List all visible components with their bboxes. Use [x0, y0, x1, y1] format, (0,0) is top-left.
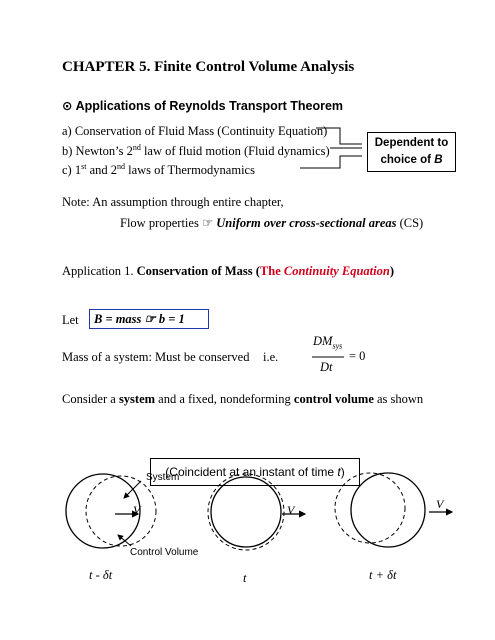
application-1-heading: Application 1. Conservation of Mass (The Continuity Equation): [62, 264, 394, 278]
note-line-2: Flow properties ☞ Uniform over cross-sectional areas (CS): [120, 216, 424, 230]
page-title: CHAPTER 5. Finite Control Volume Analysis: [62, 59, 355, 75]
velocity-label-1: V: [133, 503, 141, 517]
application-a: a) Conservation of Fluid Mass (Continuity Equation): [62, 124, 328, 138]
section-title: Applications of Reynolds Transport Theorem: [75, 99, 344, 113]
let-box: B = mass ☞ b = 1: [89, 309, 209, 329]
dependent-box: Dependent to choice of B: [367, 132, 456, 172]
velocity-label-2: V: [287, 503, 295, 517]
pointing-hand-icon: ☞: [201, 216, 214, 230]
ie-label: i.e.: [263, 350, 279, 364]
note-line-1: Note: An assumption through entire chapter,: [62, 195, 284, 209]
fraction-denominator: Dt: [320, 360, 333, 374]
bullet-icon: ⊙: [62, 99, 73, 113]
time-label-plus: t + δt: [369, 568, 397, 582]
velocity-label-3: V: [436, 497, 444, 511]
mass-statement: Mass of a system: Must be conserved: [62, 350, 250, 364]
coincident-box: (Coincident at an instant of time t): [150, 458, 360, 486]
equals-zero: = 0: [349, 349, 366, 363]
application-b: b) Newton’s 2nd law of fluid motion (Fluid dynamics): [62, 142, 330, 158]
application-c: c) 1st and 2nd laws of Thermodynamics: [62, 161, 255, 177]
fraction-numerator: $DM_{sys}$: [313, 334, 343, 351]
consider-line: Consider a system and a fixed, nondeforming control volume as shown: [62, 392, 424, 406]
system-label: System: [146, 472, 180, 483]
time-label-minus: t - δt: [89, 568, 113, 582]
control-volume-label: Control Volume: [130, 547, 199, 558]
let-label: Let: [62, 313, 79, 327]
time-label-now: t: [243, 571, 247, 585]
